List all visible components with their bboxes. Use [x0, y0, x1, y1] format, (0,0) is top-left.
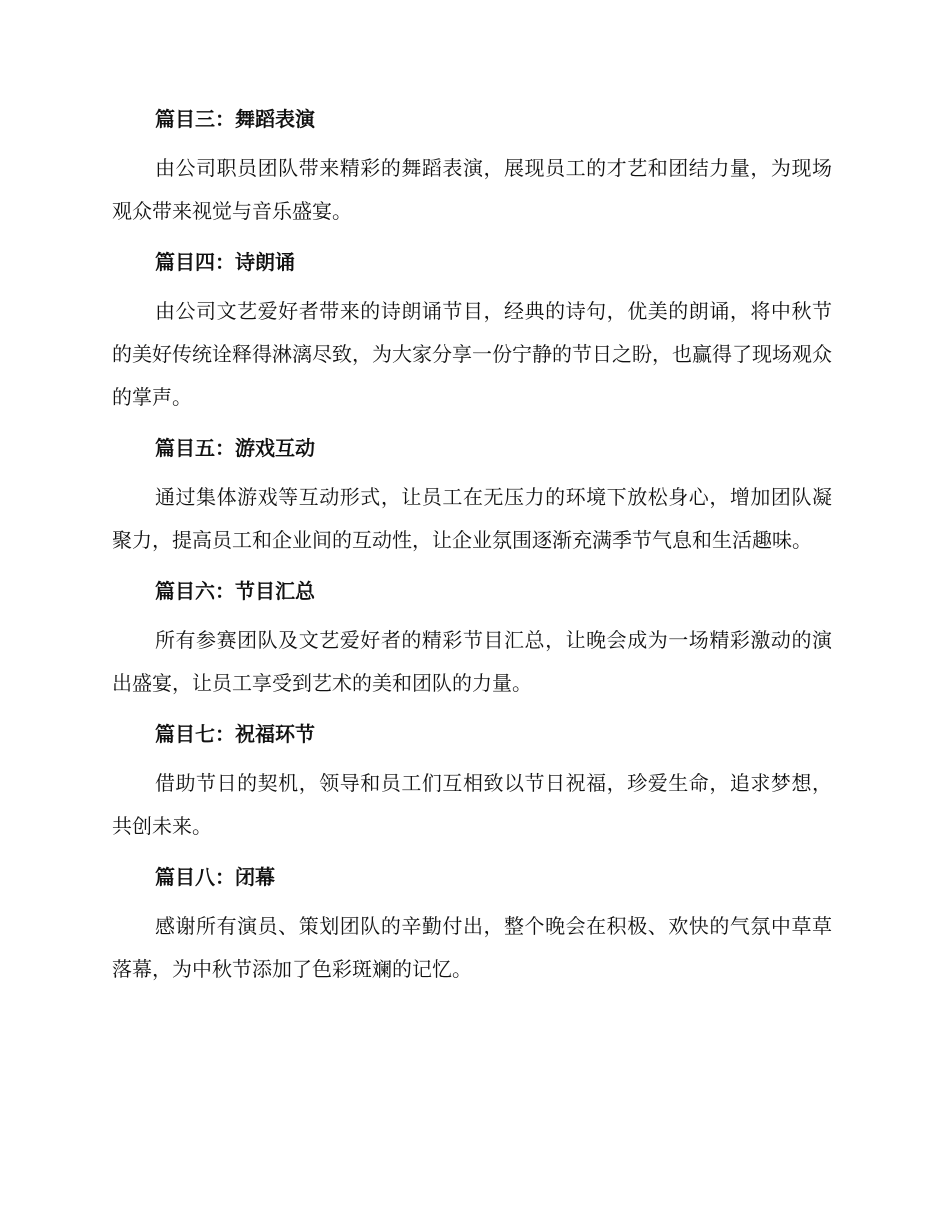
- section-body: 通过集体游戏等互动形式，让员工在无压力的环境下放松身心，增加团队凝聚力，提高员工和企业间的互动性，让企业氛围逐渐充满季节气息和生活趣味。: [112, 485, 832, 552]
- section-heading: 篇目六：节目汇总: [155, 579, 315, 603]
- section-heading: 篇目八：闭幕: [155, 865, 275, 889]
- section-closing: [112, 862, 832, 991]
- section-body: 感谢所有演员、策划团队的辛勤付出，整个晚会在积极、欢快的气氛中草草落幕，为中秋节添加了色彩斑斓的记忆。: [112, 914, 832, 981]
- section-heading: 篇目五：游戏互动: [155, 436, 315, 460]
- section-heading: 篇目七：祝福环节: [155, 722, 315, 746]
- section-body: 由公司职员团队带来精彩的舞蹈表演，展现员工的才艺和团结力量，为现场观众带来视觉与音乐盛宴。: [112, 156, 832, 223]
- section-heading: 篇目三：舞蹈表演: [155, 107, 315, 131]
- section-games: [112, 433, 832, 562]
- section-body: 借助节日的契机，领导和员工们互相致以节日祝福，珍爱生命，追求梦想，共创未来。: [112, 771, 832, 838]
- section-poetry: [112, 247, 832, 419]
- document-page: [112, 104, 832, 991]
- section-heading: 篇目四：诗朗诵: [155, 250, 295, 274]
- section-body: 由公司文艺爱好者带来的诗朗诵节目，经典的诗句，优美的朗诵，将中秋节的美好传统诠释得淋漓尽致，为大家分享一份宁静的节日之盼，也赢得了现场观众的掌声。: [112, 299, 832, 409]
- section-body: 所有参赛团队及文艺爱好者的精彩节目汇总，让晚会成为一场精彩激动的演出盛宴，让员工享受到艺术的美和团队的力量。: [112, 628, 832, 695]
- section-summary: [112, 576, 832, 705]
- section-dance: [112, 104, 832, 233]
- section-blessing: [112, 719, 832, 848]
